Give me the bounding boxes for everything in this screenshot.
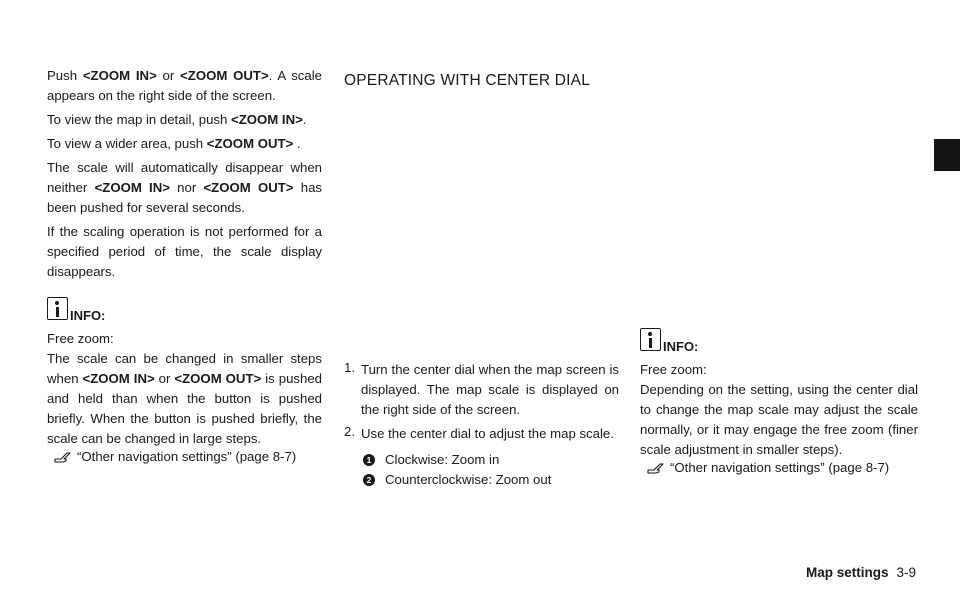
pointing-hand-icon bbox=[54, 450, 72, 464]
number-1-icon: 1 bbox=[363, 454, 375, 466]
middle-column bbox=[344, 360, 619, 490]
page-footer bbox=[806, 565, 916, 580]
info-icon bbox=[640, 328, 661, 351]
number-2-icon: 2 bbox=[363, 474, 375, 486]
view-wider-paragraph: To view a wider area, push <ZOOM OUT> . bbox=[47, 136, 301, 151]
pointing-hand-icon bbox=[647, 461, 665, 475]
info-label: INFO: bbox=[663, 339, 699, 354]
cross-reference-text: “Other navigation settings” (page 8-7) bbox=[670, 460, 890, 475]
footer-section-title: Map settings bbox=[805, 565, 889, 580]
page-number: 3-9 bbox=[896, 565, 916, 580]
info-header bbox=[640, 328, 918, 354]
steps-list bbox=[344, 360, 619, 444]
step-item: 1. Turn the center dial when the map screen is displayed. The map scale is displayed on the right side of the screen. bbox=[344, 360, 619, 417]
section-heading: OPERATING WITH CENTER DIAL bbox=[344, 72, 591, 89]
cross-reference bbox=[47, 449, 322, 464]
scale-disappear-paragraph: The scale will automatically disappear when neither <ZOOM IN> nor <ZOOM OUT> has been pushed for several seconds. bbox=[47, 160, 323, 215]
info-icon bbox=[47, 297, 68, 320]
zoom-push-paragraph: Push <ZOOM IN> or <ZOOM OUT>. A scale appears on the right side of the screen. bbox=[47, 68, 323, 103]
sub-item-clockwise: 1 Clockwise: Zoom in bbox=[363, 450, 619, 470]
info-free-zoom-title: Free zoom: bbox=[47, 331, 114, 346]
info-label: INFO: bbox=[70, 308, 106, 323]
step-item: 2. Use the center dial to adjust the map scale. bbox=[344, 424, 614, 441]
info-free-zoom-text: The scale can be changed in smaller steps when <ZOOM IN> or <ZOOM OUT> is pushed and held than when the button is pushed briefly. When the button is pushed briefly, the scale can be changed in large steps. bbox=[47, 351, 323, 446]
right-column bbox=[640, 328, 918, 475]
view-detail-paragraph: To view the map in detail, push <ZOOM IN>. bbox=[47, 112, 307, 127]
zoom-in-label: <ZOOM IN> bbox=[82, 68, 157, 83]
info-header bbox=[47, 297, 322, 323]
left-column bbox=[47, 0, 322, 464]
cross-reference bbox=[640, 460, 918, 475]
cross-reference-text: “Other navigation settings” (page 8-7) bbox=[77, 449, 297, 464]
scaling-timeout-paragraph: If the scaling operation is not performed for a specified period of time, the scale display disappears. bbox=[47, 224, 322, 279]
info-free-zoom-title: Free zoom: bbox=[640, 362, 707, 377]
zoom-out-label: <ZOOM OUT> bbox=[180, 68, 269, 83]
chapter-tab bbox=[934, 139, 960, 171]
sub-item-counterclockwise: 2 Counterclockwise: Zoom out bbox=[363, 470, 619, 490]
info-free-zoom-text: Depending on the setting, using the center dial to change the map scale may adjust the scale normally, or it may engage the free zoom (finer scale adjustment in smaller steps). bbox=[640, 382, 918, 457]
